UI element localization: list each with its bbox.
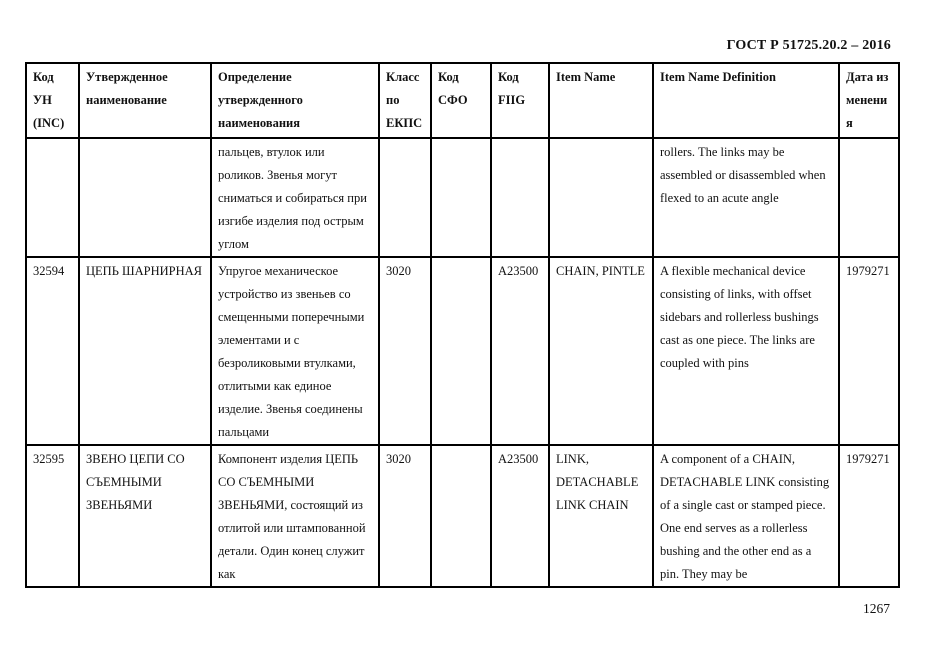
cell-fiig-code: A23500 — [491, 445, 549, 587]
cell-change-date — [839, 138, 899, 257]
header-cell-approved-name-definition: Определение утвержденного наименования — [211, 63, 379, 138]
cell-sfo-code — [431, 445, 491, 587]
cell-sfo-code — [431, 257, 491, 445]
cell-approved-name-definition: Упругое механическое устройство из звеньев со смещенными поперечными элементами и с безроликовыми втулками, отлитыми как единое изделие. Звенья соединены пальцами — [211, 257, 379, 445]
cell-item-name-definition: A component of a CHAIN, DETACHABLE LINK consisting of a single cast or stamped piece. One end serves as a rollerless bushing and the other end as a pin. They may be — [653, 445, 839, 587]
cell-approved-name — [79, 138, 211, 257]
header-cell-approved-name: Утвержденное наименование — [79, 63, 211, 138]
cell-item-name-definition: rollers. The links may be assembled or disassembled when flexed to an acute angle — [653, 138, 839, 257]
header-cell-inc-code: Код УН (INC) — [26, 63, 79, 138]
cell-ekps-class: 3020 — [379, 445, 431, 587]
page-number: 1267 — [863, 601, 890, 616]
cell-inc-code: 32594 — [26, 257, 79, 445]
cell-item-name-definition: A flexible mechanical device consisting of links, with offset sidebars and rollerless bushings cast as one piece. The links are coupled with pins — [653, 257, 839, 445]
cell-fiig-code: A23500 — [491, 257, 549, 445]
table-row — [26, 257, 899, 445]
cell-change-date: 1979271 — [839, 445, 899, 587]
item-name-table — [25, 62, 900, 588]
header-cell-sfo-code: Код СФО — [431, 63, 491, 138]
cell-change-date: 1979271 — [839, 257, 899, 445]
cell-approved-name: ЗВЕНО ЦЕПИ СО СЪЕМНЫМИ ЗВЕНЬЯМИ — [79, 445, 211, 587]
header-cell-ekps-class: Класс по ЕКПС — [379, 63, 431, 138]
cell-item-name: LINK, DETACHABLE LINK CHAIN — [549, 445, 653, 587]
cell-sfo-code — [431, 138, 491, 257]
table-row — [26, 138, 899, 257]
cell-approved-name: ЦЕПЬ ШАРНИРНАЯ — [79, 257, 211, 445]
header-cell-item-name-definition: Item Name Definition — [653, 63, 839, 138]
cell-approved-name-definition: пальцев, втулок или роликов. Звенья могут сниматься и собираться при изгибе изделия под острым углом — [211, 138, 379, 257]
header-cell-fiig-code: Код FIIG — [491, 63, 549, 138]
cell-ekps-class — [379, 138, 431, 257]
cell-fiig-code — [491, 138, 549, 257]
cell-item-name — [549, 138, 653, 257]
cell-approved-name-definition: Компонент изделия ЦЕПЬ СО СЪЕМНЫМИ ЗВЕНЬЯМИ, состоящий из отлитой или штампованной детали. Один конец служит как — [211, 445, 379, 587]
cell-item-name: CHAIN, PINTLE — [549, 257, 653, 445]
header-cell-change-date: Дата изменения — [839, 63, 899, 138]
header-cell-item-name: Item Name — [549, 63, 653, 138]
table-row — [26, 445, 899, 587]
cell-inc-code: 32595 — [26, 445, 79, 587]
standard-number-header: ГОСТ Р 51725.20.2 – 2016 — [726, 38, 891, 53]
cell-inc-code — [26, 138, 79, 257]
table-header-row — [26, 63, 899, 138]
cell-ekps-class: 3020 — [379, 257, 431, 445]
